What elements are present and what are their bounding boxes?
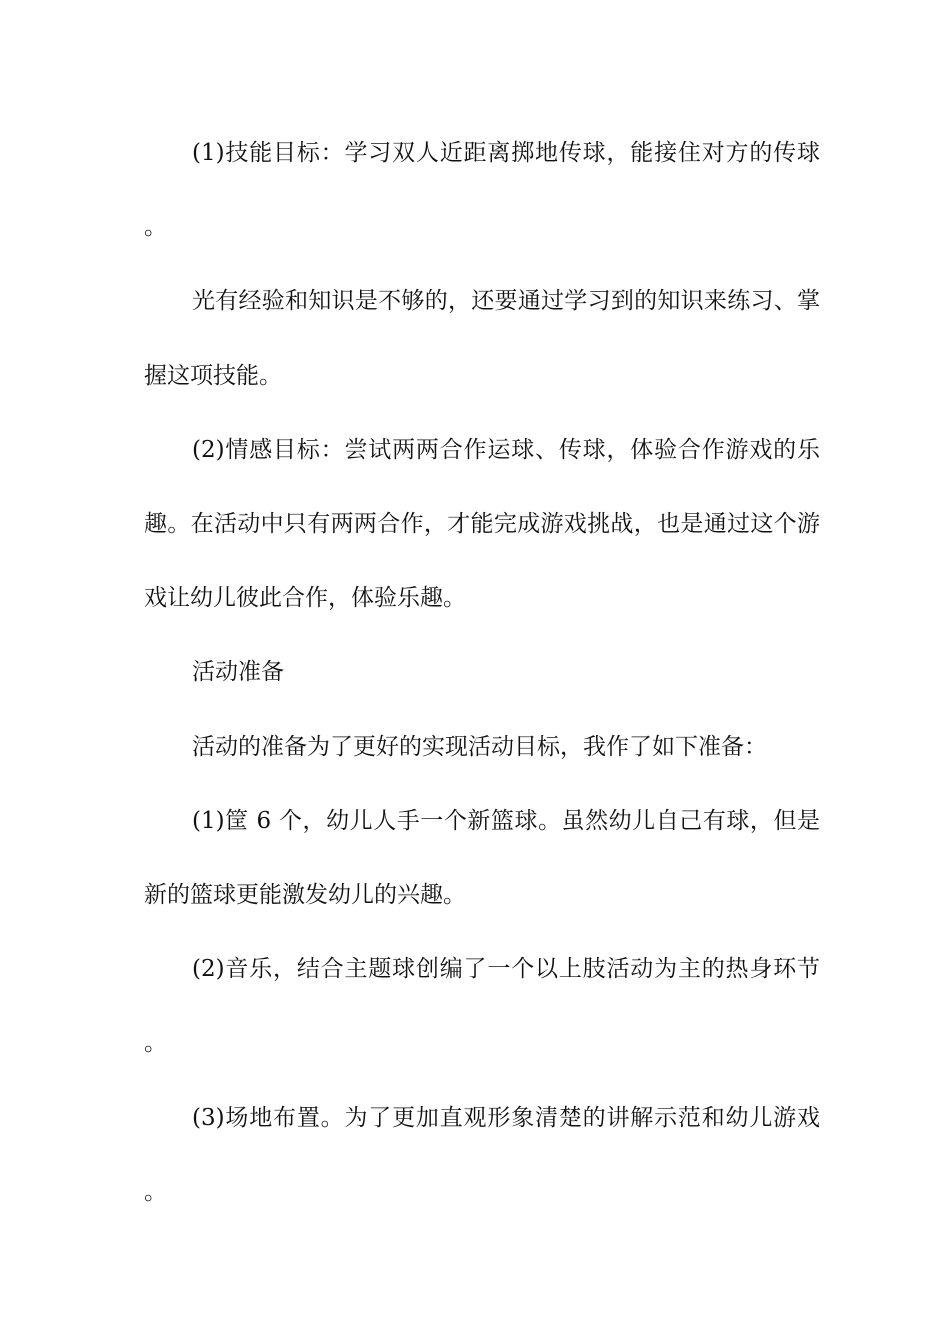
- paragraph-preparation-intro: 活动的准备为了更好的实现活动目标，我作了如下准备：: [192, 733, 767, 760]
- paragraph-experience-knowledge: 光有经验和知识是不够的，还要通过学习到的知识来练习、掌握这项技能。: [144, 288, 820, 389]
- document-body: [144, 116, 820, 1229]
- paragraph-preparation-venue: (3)场地布置。为了更加直观形象清楚的讲解示范和幼儿游戏。: [144, 1104, 820, 1205]
- section-heading-activity-preparation: 活动准备: [192, 659, 284, 686]
- paragraph-emotion-goal: (2)情感目标：尝试两两合作运球、传球，体验合作游戏的乐趣。在活动中只有两两合作，才能完成游戏挑战，也是通过这个游戏让幼儿彼此合作，体验乐趣。: [144, 436, 820, 612]
- paragraph-preparation-music: (2)音乐，结合主题球创编了一个以上肢活动为主的热身环节。: [144, 956, 820, 1057]
- paragraph-preparation-baskets: (1)筐 6 个，幼儿人手一个新篮球。虽然幼儿自己有球，但是新的篮球更能激发幼儿的兴趣。: [144, 807, 820, 909]
- paragraph-skill-goal: (1)技能目标：学习双人近距离掷地传球，能接住对方的传球。: [144, 140, 820, 241]
